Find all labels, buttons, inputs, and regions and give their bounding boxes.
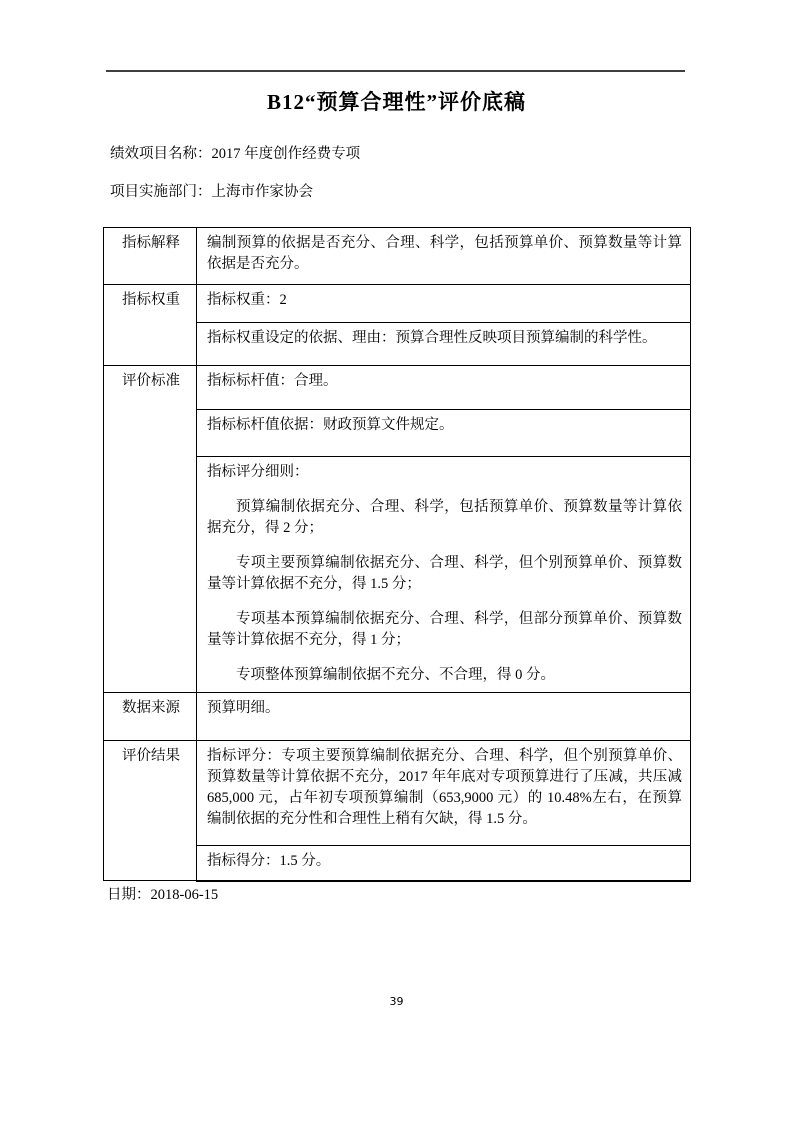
table-row-weight [104,285,691,323]
scoring-item-1: 预算编制依据充分、合理、科学，包括预算单价、预算数量等计算依据充分，得 2 分； [207,499,682,536]
cell-scoring-rules [197,457,691,693]
row-label-criteria: 评价标准 [104,366,197,693]
project-name-line: 绩效项目名称：2017 年度创作经费专项 [110,146,361,162]
page-title: B12“预算合理性”评价底稿 [266,90,526,114]
cell-score-text: 指标得分：1.5 分。 [197,846,691,881]
cell-benchmark-basis: 指标标杆值依据：财政预算文件规定。 [197,410,691,457]
table-row-data-source [104,693,691,741]
cell-weight-value: 指标权重：2 [197,285,691,323]
header-divider [106,70,685,72]
table-row-criteria [104,366,691,410]
cell-benchmark-value: 指标标杆值：合理。 [197,366,691,410]
date-line: 日期：2018-06-15 [107,887,219,903]
scoring-heading: 指标评分细则： [207,464,309,480]
cell-result-text: 指标评分：专项主要预算编制依据充分、合理、科学，但个别预算单价、预算数量等计算依据不充分，2017 年年底对专项预算进行了压减，共压减 685,000 元，占年初专项预算编制（653,9000 元）的 10.48%左右，在预算编制依据的充分性和合理性上稍有欠缺，得 1.5 分。 [197,741,691,846]
evaluation-table [103,227,691,882]
cell-explanation-text: 编制预算的依据是否充分、合理、科学，包括预算单价、预算数量等计算依据是否充分。 [197,228,691,285]
scoring-item-4: 专项整体预算编制依据不充分、不合理，得 0 分。 [236,667,555,683]
row-label-result: 评价结果 [104,741,197,881]
table-row-explanation [104,228,691,285]
table-row-result [104,741,691,846]
cell-data-source-text: 预算明细。 [197,693,691,741]
row-label-weight: 指标权重 [104,285,197,366]
department-line: 项目实施部门：上海市作家协会 [110,184,313,200]
row-label-data-source: 数据来源 [104,693,197,741]
cell-weight-basis: 指标权重设定的依据、理由：预算合理性反映项目预算编制的科学性。 [197,323,691,366]
row-label-explanation: 指标解释 [104,228,197,285]
scoring-item-3: 专项基本预算编制依据充分、合理、科学，但部分预算单价、预算数量等计算依据不充分，得 1 分； [207,611,682,648]
page-number: 39 [389,995,404,1008]
scoring-item-2: 专项主要预算编制依据充分、合理、科学，但个别预算单价、预算数量等计算依据不充分，得 1.5 分； [207,555,682,592]
